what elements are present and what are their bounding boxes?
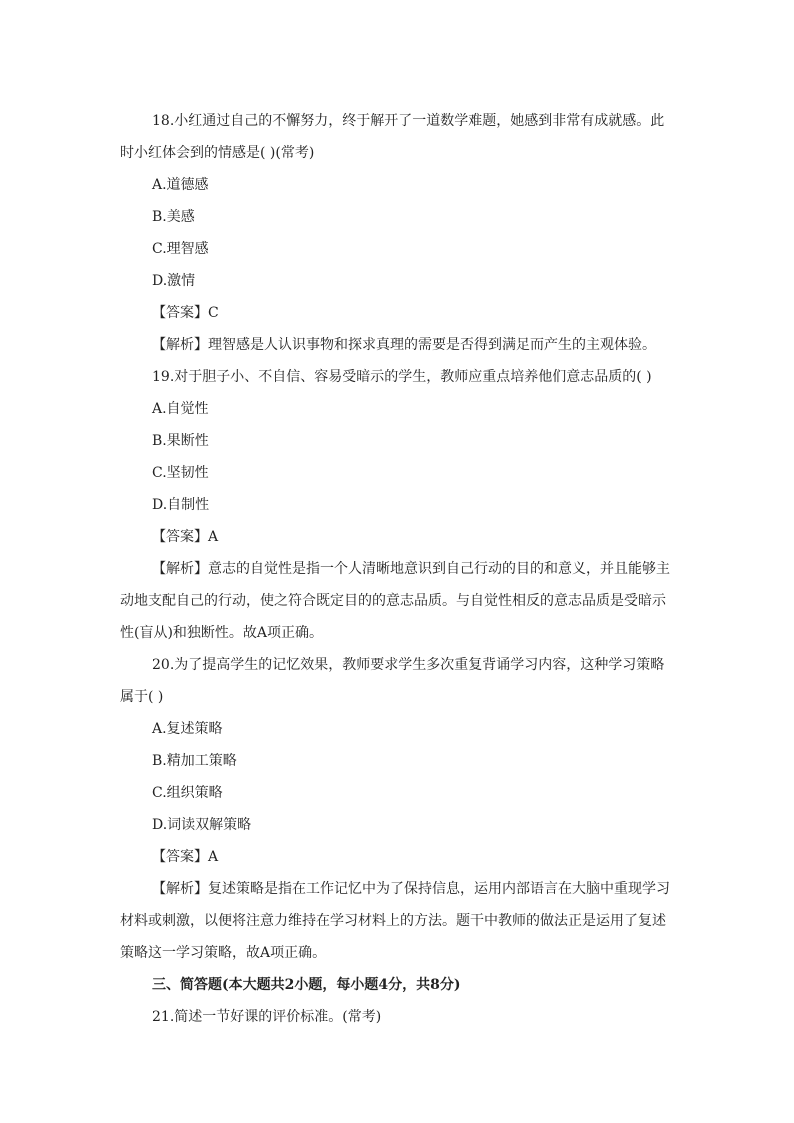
q20-stem-line2: 属于( ) <box>120 689 164 705</box>
q20-option-a: A.复述策略 <box>152 721 223 737</box>
q19-analysis-line1: 【解析】意志的自觉性是指一个人清晰地意识到自己行动的目的和意义，并且能够主 <box>152 561 670 577</box>
q18-option-d: D.激情 <box>152 273 196 289</box>
q18-stem-line1: 18.小红通过自己的不懈努力，终于解开了一道数学难题，她感到非常有成就感。此 <box>152 113 665 129</box>
q20-option-d: D.词读双解策略 <box>152 817 252 833</box>
q18-answer: 【答案】C <box>152 305 219 321</box>
q20-analysis-line3: 策略这一学习策略，故A项正确。 <box>120 945 327 961</box>
q20-option-b: B.精加工策略 <box>152 753 237 769</box>
q19-analysis-line3: 性(盲从)和独断性。故A项正确。 <box>120 625 324 641</box>
q18-option-c: C.理智感 <box>152 241 209 257</box>
q18-analysis-line1: 【解析】理智感是人认识事物和探求真理的需要是否得到满足而产生的主观体验。 <box>152 337 656 353</box>
q20-analysis-line1: 【解析】复述策略是指在工作记忆中为了保持信息，运用内部语言在大脑中重现学习 <box>152 881 670 897</box>
q21-stem-line1: 21.简述一节好课的评价标准。(常考) <box>152 1009 382 1025</box>
q20-option-c: C.组织策略 <box>152 785 223 801</box>
q18-option-a: A.道德感 <box>152 177 209 193</box>
section3-heading: 三、简答题(本大题共2小题，每小题4分，共8分) <box>152 977 461 993</box>
q19-stem-line1: 19.对于胆子小、不自信、容易受暗示的学生，教师应重点培养他们意志品质的( ) <box>152 369 652 385</box>
q19-option-b: B.果断性 <box>152 433 209 449</box>
q19-answer: 【答案】A <box>152 529 219 545</box>
q19-analysis-line2: 动地支配自己的行动，使之符合既定目的的意志品质。与自觉性相反的意志品质是受暗示 <box>120 593 666 609</box>
q19-option-d: D.自制性 <box>152 497 210 513</box>
q19-option-a: A.自觉性 <box>152 401 209 417</box>
q18-option-b: B.美感 <box>152 209 195 225</box>
q20-stem-line1: 20.为了提高学生的记忆效果，教师要求学生多次重复背诵学习内容，这种学习策略 <box>152 657 665 673</box>
q20-analysis-line2: 材料或刺激，以便将注意力维持在学习材料上的方法。题干中教师的做法正是运用了复述 <box>120 913 666 929</box>
q18-stem-line2: 时小红体会到的情感是( )(常考) <box>120 145 315 161</box>
q19-option-c: C.坚韧性 <box>152 465 209 481</box>
q20-answer: 【答案】A <box>152 849 219 865</box>
